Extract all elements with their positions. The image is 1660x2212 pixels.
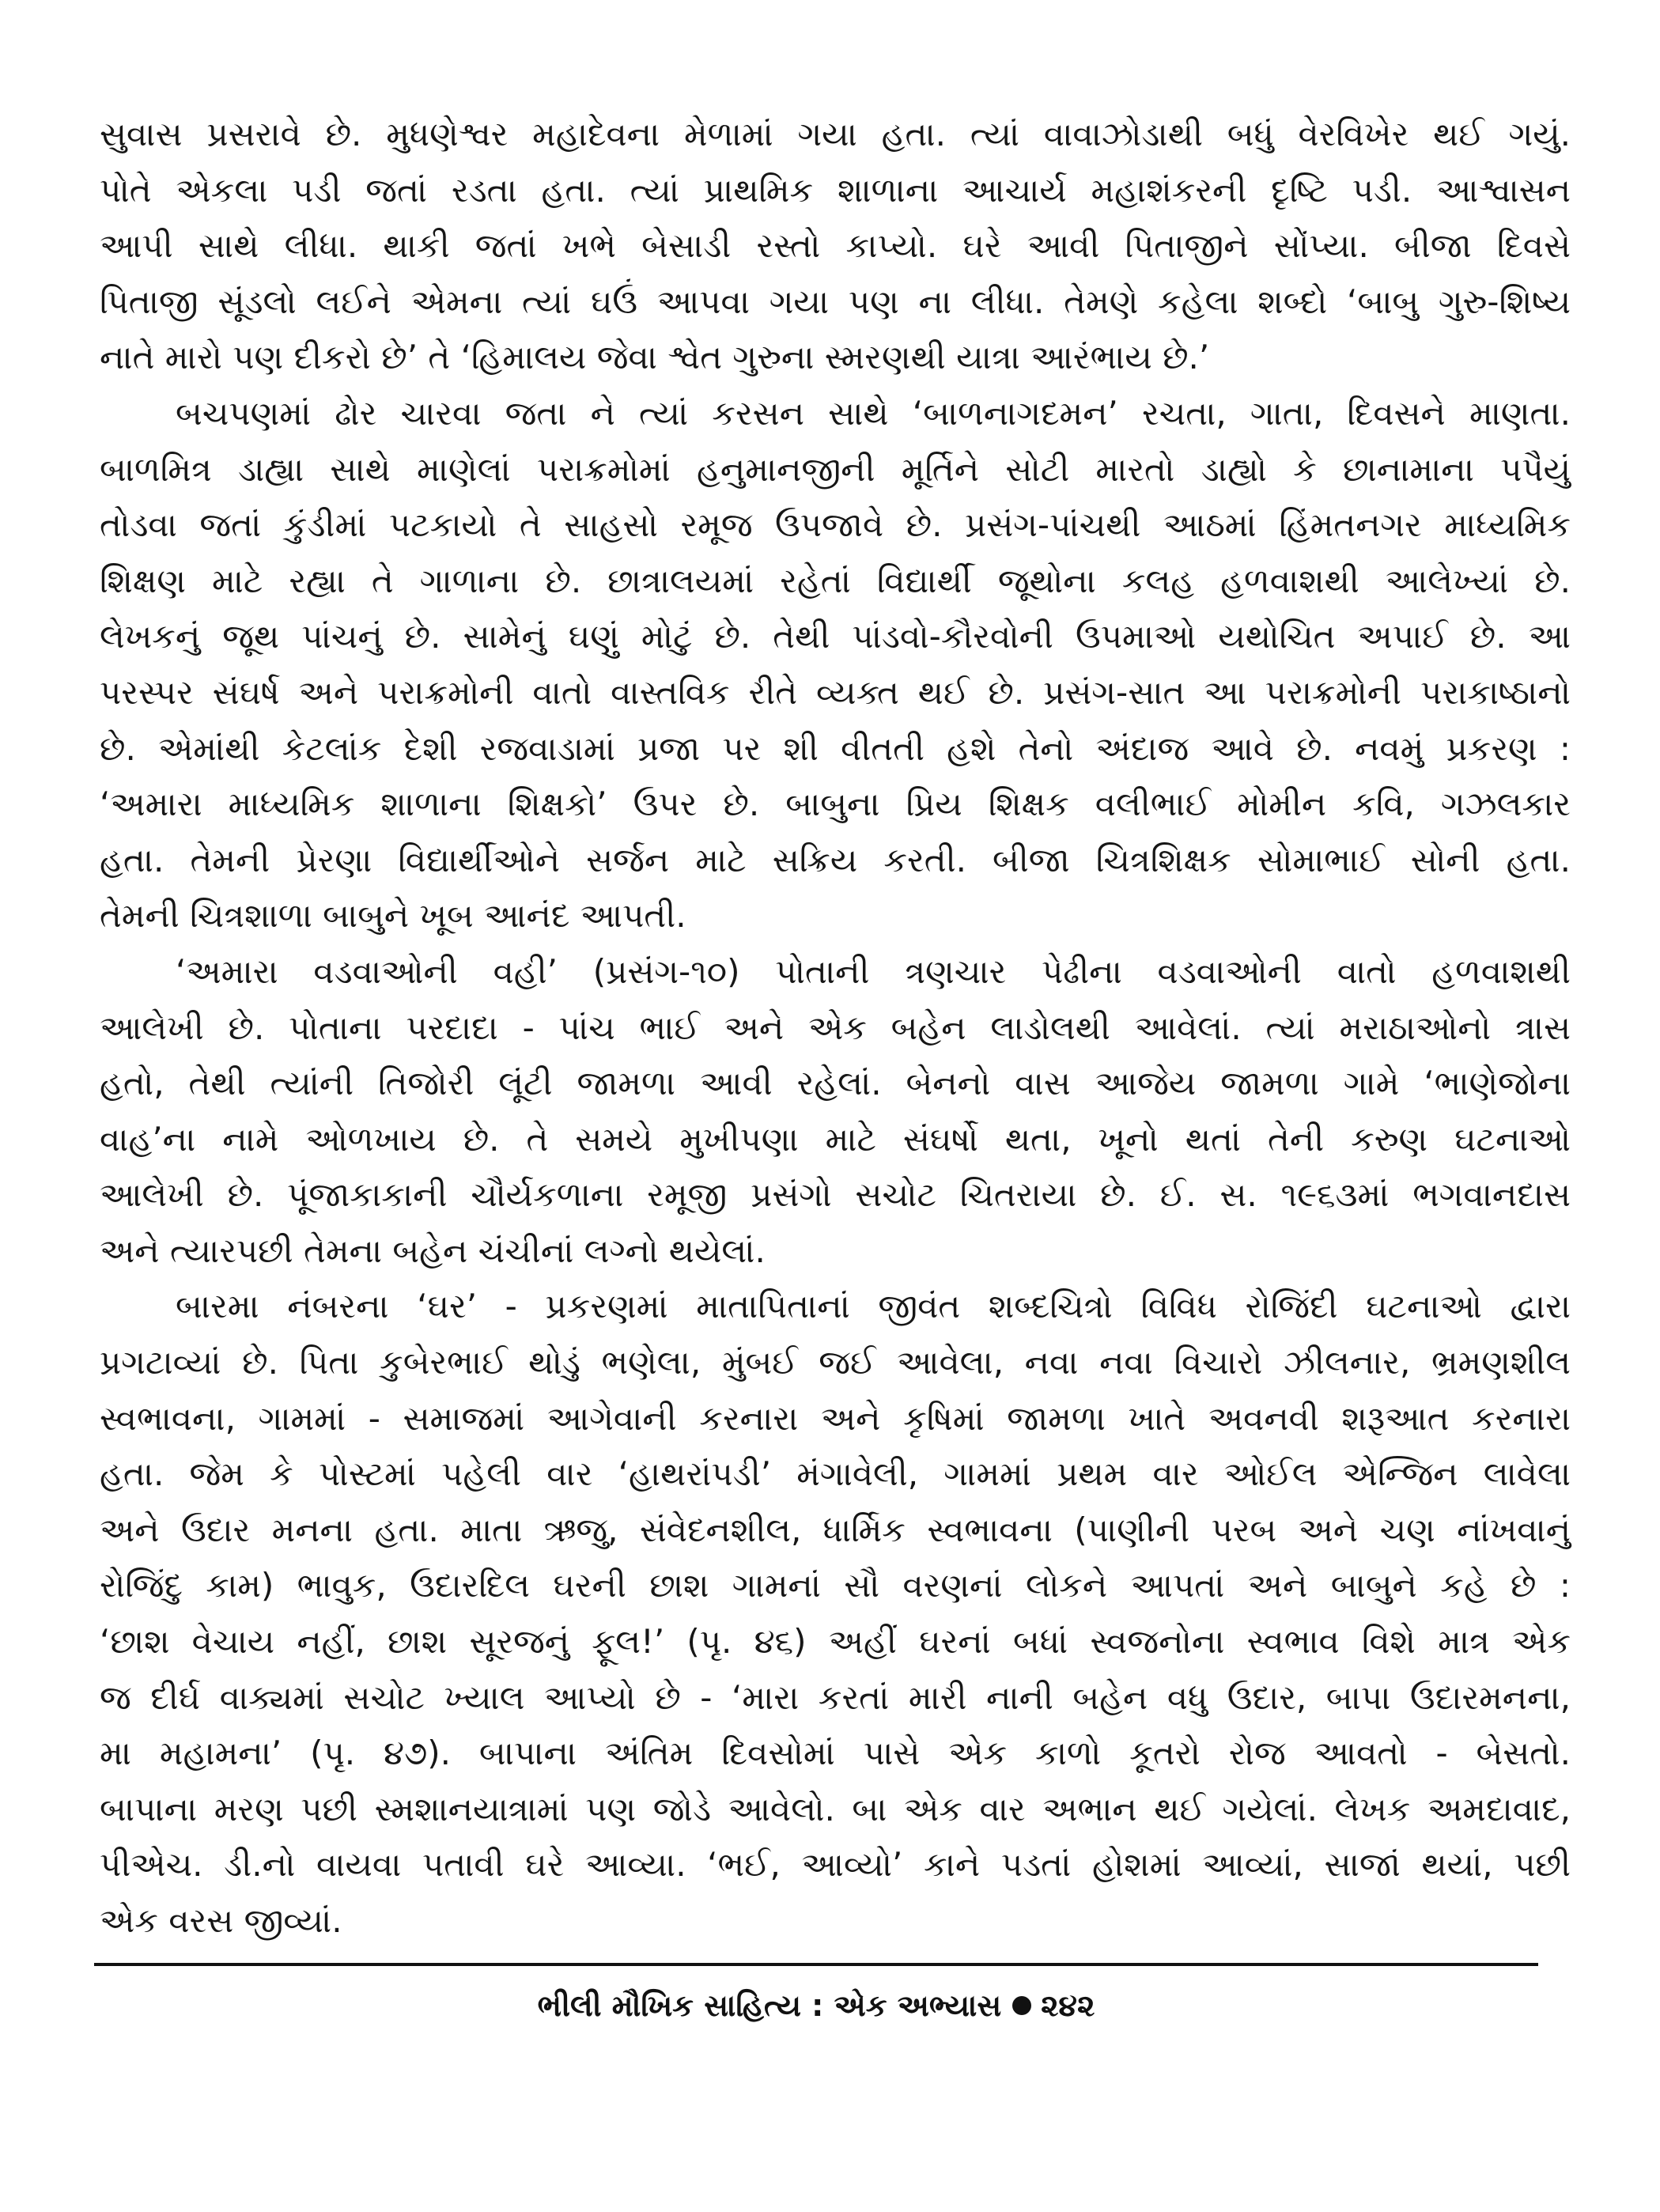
text-line: અને ઉદાર મનના હતા. માતા ઋજુ, સંવેદનશીલ, ધાર્મિક સ્વભાવના (પાણીની પરબ અને ચણ નાંખવાનું	[100, 1510, 1571, 1549]
footer-rule	[94, 1963, 1538, 1966]
text-line: તેમની ચિત્રશાળા બાબુને ખૂબ આનંદ આપતી.	[100, 896, 686, 936]
text-line: આલેખી છે. પોતાના પરદાદા - પાંચ ભાઈ અને એક બહેન લાડોલથી આવેલાં. ત્યાં મરાઠાઓનો ત્રાસ	[100, 1008, 1571, 1047]
text-line: છે. એમાંથી કેટલાંક દેશી રજવાડામાં પ્રજા પર શી વીતતી હશે તેનો અંદાજ આવે છે. નવમું પ્રકરણ :	[100, 728, 1571, 768]
text-line: રોજિંદુ કામ) ભાવુક, ઉદારદિલ ઘરની છાશ ગામનાં સૌ વરણનાં લોકને આપતાં અને બાબુને કહે છે :	[100, 1566, 1571, 1605]
text-line: એક વરસ જીવ્યાં.	[100, 1901, 342, 1940]
text-line: જ દીર્ઘ વાક્યમાં સચોટ ખ્યાલ આપ્યો છે - ‘મારા કરતાં મારી નાની બહેન વધુ ઉદાર, બાપા ઉદારમનના,	[100, 1677, 1571, 1717]
page-number: ૨૪૨	[1041, 1988, 1095, 2023]
text-line: લેખકનું જૂથ પાંચનું છે. સામેનું ઘણું મોટું છે. તેથી પાંડવો-કૌરવોની ઉપમાઓ યથોચિત અપાઈ છે. આ	[100, 617, 1571, 656]
text-line: પ્રગટાવ્યાં છે. પિતા કુબેરભાઈ થોડું ભણેલા, મુંબઈ જઈ આવેલા, નવા નવા વિચારો ઝીલનાર, ભ્રમણશીલ	[100, 1343, 1571, 1382]
text-line: શિક્ષણ માટે રહ્યા તે ગાળાના છે. છાત્રાલયમાં રહેતાં વિદ્યાર્થી જૂથોના કલહ હળવાશથી આલેખ્યાં છે.	[100, 561, 1571, 600]
text-line: અને ત્યારપછી તેમના બહેન ચંચીનાં લગ્નો થયેલાં.	[100, 1231, 766, 1270]
text-line: સ્વભાવના, ગામમાં - સમાજમાં આગેવાની કરનારા અને કૃષિમાં જામળા ખાતે અવનવી શરૂઆત કરનારા	[100, 1398, 1571, 1438]
text-line: તોડવા જતાં કુંડીમાં પટકાયો તે સાહસો રમૂજ ઉપજાવે છે. પ્રસંગ-પાંચથી આઠમાં હિંમતનગર માધ્યમિક	[100, 505, 1571, 545]
text-line: સુવાસ પ્રસરાવે છે. મુધણેશ્વર મહાદેવના મેળામાં ગયા હતા. ત્યાં વાવાઝોડાથી બધું વેરવિખેર થઈ ગયું.	[100, 115, 1571, 153]
body-text	[100, 107, 1571, 1949]
text-line: પીએચ. ડી.નો વાયવા પતાવી ઘરે આવ્યા. ‘ભઈ, આવ્યો’ કાને પડતાં હોશમાં આવ્યાં, સાજાં થયાં, પછી	[100, 1845, 1571, 1885]
text-line: હતા. જેમ કે પોસ્ટમાં પહેલી વાર ‘હાથરાંપડી’ મંગાવેલી, ગામમાં પ્રથમ વાર ઓઈલ એન્જિન લાવેલા	[100, 1454, 1571, 1494]
paragraph	[100, 1279, 1571, 1949]
text-line: આપી સાથે લીધા. થાકી જતાં ખભે બેસાડી રસ્તો કાપ્યો. ઘરે આવી પિતાજીને સોંપ્યા. બીજા દિવસે	[100, 226, 1571, 266]
text-line: બારમા નંબરના ‘ઘર’ - પ્રકરણમાં માતાપિતાનાં જીવંત શબ્દચિત્રો વિવિધ રોજિંદી ઘટનાઓ દ્વારા	[176, 1287, 1571, 1326]
text-line: બાળમિત્ર ડાહ્યા સાથે માણેલાં પરાક્રમોમાં હનુમાનજીની મૂર્તિને સોટી મારતો ડાહ્યો કે છાનામાના પપૈયું	[100, 449, 1571, 489]
text-line: ‘અમારા માધ્યમિક શાળાના શિક્ષકો’ ઉપર છે. બાબુના પ્રિય શિક્ષક વલીભાઈ મોમીન કવિ, ગઝલકાર	[100, 785, 1571, 824]
text-line: હતા. તેમની પ્રેરણા વિદ્યાર્થીઓને સર્જન માટે સક્રિય કરતી. બીજા ચિત્રશિક્ષક સોમાભાઈ સોની હતા.	[100, 840, 1571, 879]
text-line: ‘છાશ વેચાય નહીં, છાશ સૂરજનું ફૂલ!’ (પૃ. ૪૬) અહીં ઘરનાં બધાં સ્વજનોના સ્વભાવ વિશે માત્ર એક	[100, 1622, 1571, 1662]
paragraph	[100, 386, 1571, 944]
text-line: પિતાજી સૂંડલો લઈને એમના ત્યાં ઘઉં આપવા ગયા પણ ના લીધા. તેમણે કહેલા શબ્દો ‘બાબુ ગુરુ-શિષ્ય	[100, 282, 1571, 321]
paragraph	[100, 944, 1571, 1280]
text-line: પરસ્પર સંઘર્ષ અને પરાક્રમોની વાતો વાસ્તવિક રીતે વ્યક્ત થઈ છે. પ્રસંગ-સાત આ પરાક્રમોની પરાકાષ્ઠાનો	[100, 672, 1571, 712]
footer	[94, 1983, 1538, 2028]
text-line: બચપણમાં ઢોર ચારવા જતા ને ત્યાં કરસન સાથે ‘બાળનાગદમન’ રચતા, ગાતા, દિવસને માણતા.	[176, 393, 1571, 433]
filled-circle-icon	[1012, 1996, 1031, 2015]
text-line: બાપાના મરણ પછી સ્મશાનયાત્રામાં પણ જોડે આવેલો. બા એક વાર અભાન થઈ ગયેલાં. લેખક અમદાવાદ,	[100, 1789, 1571, 1828]
text-line: વાહ’ના નામે ઓળખાય છે. તે સમયે મુખીપણા માટે સંઘર્ષો થતા, ખૂનો થતાં તેની કરુણ ઘટનાઓ	[100, 1119, 1571, 1159]
text-line: આલેખી છે. પૂંજાકાકાની ચૌર્યકળાના રમૂજી પ્રસંગો સચોટ ચિતરાયા છે. ઈ. સ. ૧૯૬૩માં ભગવાનદાસ	[100, 1175, 1571, 1215]
paragraph	[100, 107, 1571, 386]
text-line: પોતે એકલા પડી જતાં રડતા હતા. ત્યાં પ્રાથમિક શાળાના આચાર્ય મહાશંકરની દૃષ્ટિ પડી. આશ્વાસન	[100, 170, 1571, 210]
footer-title: ભીલી મૌખિક સાહિત્ય : એક અભ્યાસ	[537, 1988, 1002, 2023]
text-line: હતો, તેથી ત્યાંની તિજોરી લૂંટી જામળા આવી રહેલાં. બેનનો વાસ આજેય જામળા ગામે ‘ભાણેજોના	[100, 1064, 1571, 1103]
text-line: મા મહામના’ (પૃ. ૪૭). બાપાના અંતિમ દિવસોમાં પાસે એક કાળો કૂતરો રોજ આવતો - બેસતો.	[100, 1734, 1571, 1773]
text-line: ‘અમારા વડવાઓની વહી’ (પ્રસંગ-૧૦) પોતાની ત્રણચાર પેઢીના વડવાઓની વાતો હળવાશથી	[176, 951, 1571, 991]
text-line: નાતે મારો પણ દીકરો છે’ તે ‘હિમાલય જેવા શ્વેત ગુરુના સ્મરણથી યાત્રા આરંભાય છે.’	[100, 338, 1210, 377]
